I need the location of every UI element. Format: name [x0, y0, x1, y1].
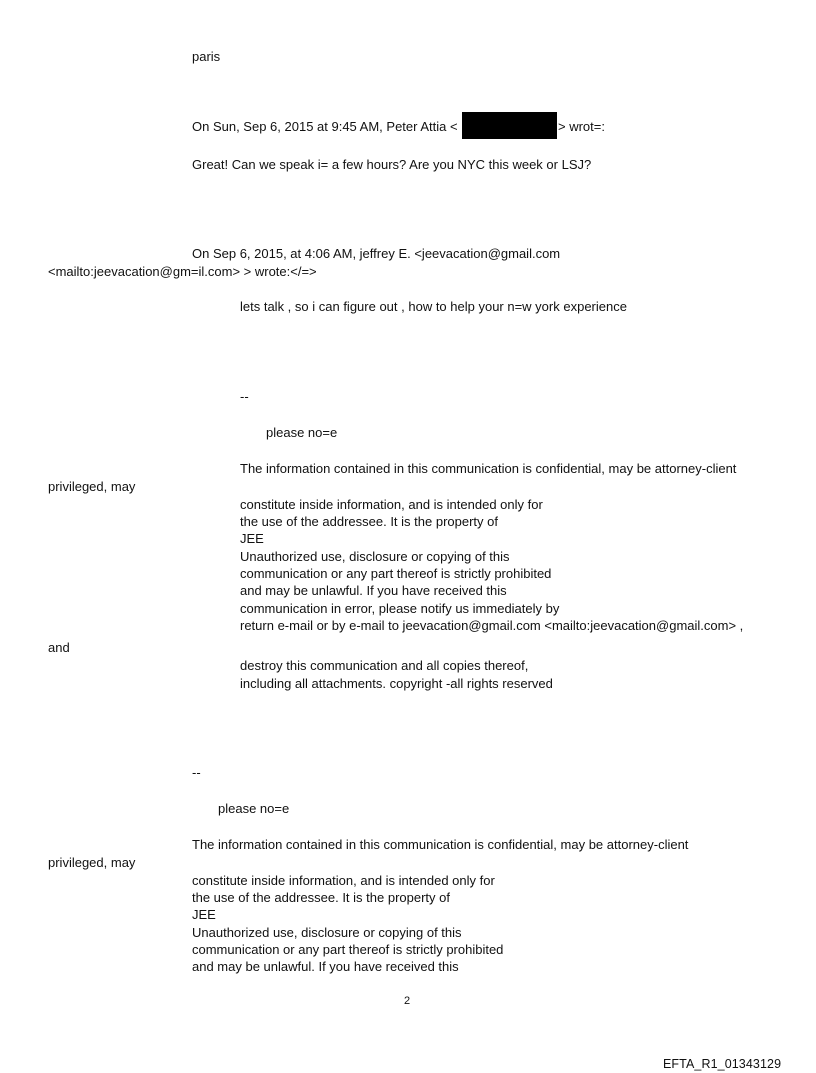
page-number: 2: [404, 995, 411, 1007]
disclaimer-line: Unauthorized use, disclosure or copying of this: [240, 549, 510, 564]
text-paris: paris: [192, 49, 221, 64]
quote-header-jeffrey: On Sep 6, 2015, at 4:06 AM, jeffrey E. <jeevacation@gmail.com: [192, 246, 561, 261]
quote-header-peter: On Sun, Sep 6, 2015 at 9:45 AM, Peter Attia <: [192, 119, 458, 134]
disclaimer-line: The information contained in this communication is confidential, may be attorney-client: [240, 461, 737, 476]
disclaimer-line: destroy this communication and all copies thereof,: [240, 658, 529, 673]
disclaimer-line: privileged, may: [48, 479, 136, 494]
signature-dash: --: [192, 765, 201, 780]
disclaimer-line: and: [48, 640, 70, 655]
disclaimer-line: communication in error, please notify us immediately by: [240, 601, 560, 616]
text-great: Great! Can we speak i= a few hours? Are you NYC this week or LSJ?: [192, 157, 592, 172]
signature-please: please no=e: [218, 801, 290, 816]
disclaimer-line: constitute inside information, and is intended only for: [192, 873, 495, 888]
disclaimer-line: JEE: [192, 907, 216, 922]
disclaimer-line: the use of the addressee. It is the property of: [240, 514, 498, 529]
signature-dash: --: [240, 389, 249, 404]
disclaimer-line: and may be unlawful. If you have received this: [192, 959, 459, 974]
disclaimer-line: communication or any part thereof is strictly prohibited: [240, 566, 552, 581]
disclaimer-line: Unauthorized use, disclosure or copying of this: [192, 925, 462, 940]
quote-header-jeffrey-mailto: <mailto:jeevacation@gm=il.com> > wrote:</=>: [48, 264, 317, 279]
disclaimer-line: communication or any part thereof is strictly prohibited: [192, 942, 504, 957]
disclaimer-line: return e-mail or by e-mail to jeevacation@gmail.com <mailto:jeevacation@gmail.com> ,: [240, 618, 744, 633]
disclaimer-line: JEE: [240, 531, 264, 546]
disclaimer-line: the use of the addressee. It is the property of: [192, 890, 450, 905]
quote-header-peter-end: > wrot=:: [558, 119, 605, 134]
disclaimer-line: and may be unlawful. If you have received this: [240, 583, 507, 598]
text-lets-talk: lets talk , so i can figure out , how to help your n=w york experience: [240, 299, 627, 314]
document-id: EFTA_R1_01343129: [663, 1057, 782, 1071]
disclaimer-line: privileged, may: [48, 855, 136, 870]
disclaimer-line: constitute inside information, and is intended only for: [240, 497, 543, 512]
redaction-box: [462, 112, 557, 139]
disclaimer-line: The information contained in this communication is confidential, may be attorney-client: [192, 837, 689, 852]
signature-please: please no=e: [266, 425, 338, 440]
disclaimer-line: including all attachments. copyright -all rights reserved: [240, 676, 553, 691]
